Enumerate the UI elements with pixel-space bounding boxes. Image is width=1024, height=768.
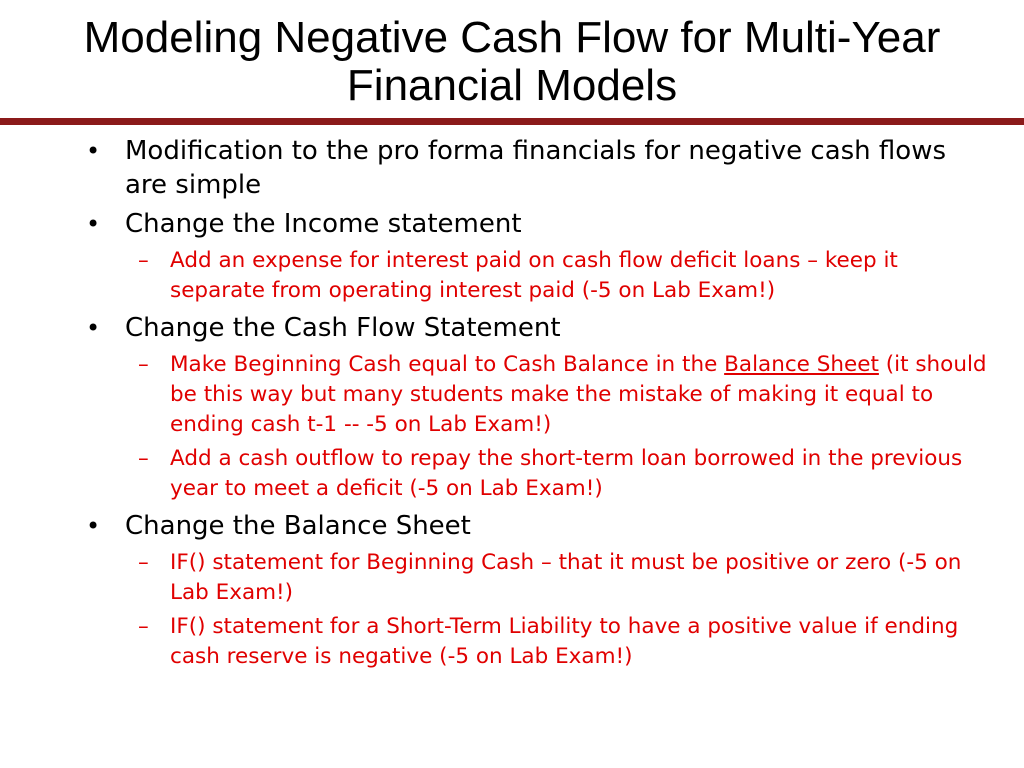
sub-bullet-item [125, 350, 994, 440]
sub-bullet-marker: – [138, 550, 149, 575]
sub-bullet-text: IF() statement for Beginning Cash – that it must be positive or zero (-5 on Lab Exam!) [170, 550, 962, 605]
bullet-text: Change the Income statement [125, 209, 522, 239]
sub-bullet-list [125, 548, 994, 672]
bullet-marker: • [86, 210, 101, 238]
bullet-item-2 [0, 207, 1024, 306]
bullet-text: Change the Cash Flow Statement [125, 313, 561, 343]
bullet-text: Modification to the pro forma financials for negative cash flows are simple [125, 136, 947, 200]
sub-bullet-marker: – [138, 446, 149, 471]
bullet-item-1 [0, 134, 1024, 202]
sub-bullet-marker: – [138, 614, 149, 639]
sub-bullet-marker: – [138, 248, 149, 273]
sub-bullet-text-after: (it should be this way but many students make the mistake of making it equal to ending cash t-1 -- -5 on Lab Exam!) [170, 352, 987, 437]
slide-body [0, 134, 1024, 672]
slide-title [0, 14, 1024, 110]
sub-bullet-item [125, 612, 994, 672]
bullet-item-3 [0, 311, 1024, 504]
slide-title-line-1: Modeling Negative Cash Flow for Multi-Year [83, 13, 941, 62]
sub-bullet-text: Add an expense for interest paid on cash flow deficit loans – keep it separate from operating interest paid (-5 on Lab Exam!) [170, 248, 898, 303]
bullet-marker: • [86, 512, 101, 540]
sub-bullet-list [125, 350, 994, 504]
title-divider [0, 118, 1024, 125]
sub-bullet-text: Add a cash outflow to repay the short-term loan borrowed in the previous year to meet a deficit (-5 on Lab Exam!) [170, 446, 963, 501]
bullet-marker: • [86, 314, 101, 342]
bullet-item-4 [0, 509, 1024, 672]
sub-bullet-item [125, 246, 994, 306]
sub-bullet-item [125, 548, 994, 608]
sub-bullet-item [125, 444, 994, 504]
bullet-text: Change the Balance Sheet [125, 511, 471, 541]
sub-bullet-marker: – [138, 352, 149, 377]
slide-title-line-2: Financial Models [346, 61, 678, 110]
bullet-marker: • [86, 137, 101, 165]
bullet-list [0, 134, 1024, 672]
sub-bullet-text: IF() statement for a Short-Term Liability to have a positive value if ending cash reserve is negative (-5 on Lab Exam!) [170, 614, 959, 669]
balance-sheet-link-text: Balance Sheet [724, 352, 879, 377]
sub-bullet-text-before: Make Beginning Cash equal to Cash Balance in the [170, 352, 725, 377]
sub-bullet-list [125, 246, 994, 306]
